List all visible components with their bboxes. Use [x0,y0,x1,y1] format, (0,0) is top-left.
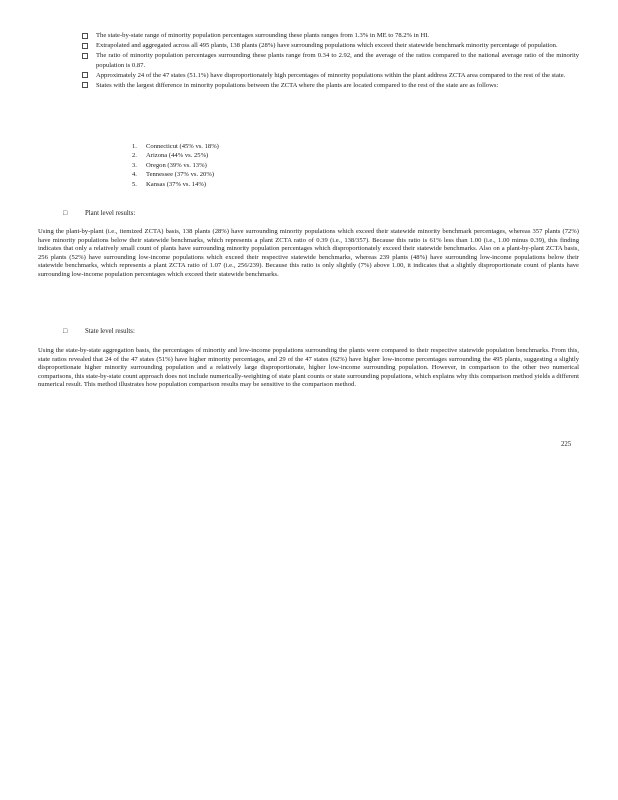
states-numbered-list [132,142,219,189]
bullet-text: Extrapolated and aggregated across all 495 plants, 138 plants (28%) have surrounding populations which exceed their statewide benchmark minority percentage of population. [96,42,558,49]
list-item [132,170,219,179]
list-item [132,180,219,189]
bullet-text: The state-by-state range of minority population percentages surrounding these plants ranges from 1.3% in ME to 78.2% in HI. [96,32,430,39]
list-item [132,161,219,170]
plant-level-paragraph: Using the plant-by-plant (i.e., itemized ZCTA) basis, 138 plants (28%) have surrounding minority populations which exceed their statewide minority benchmark percentages, whereas 357 plants (72%) have minority populations below their statewide benchmarks, which represents a plant ZCTA ratio of 0.39 (i.e., 138/357). Because this ratio is 61% less than 1.00 (i.e., 1.00 minus 0.39), this finding indicates that only a relatively small count of plants have surrounding minority population percentages which disproportionately exceed their statewide benchmarks. Also on a plant-by-plant ZCTA basis, 256 plants (52%) have surrounding low-income populations which exceed their respective statewide benchmarks, whereas 239 plants (48%) have surrounding low-income populations below their statewide benchmarks, which represents a plant ZCTA ratio of 1.07 (i.e., 256/239). Because this ratio is only slightly (7%) above 1.00, it indicates that a slightly disproportionate count of plants have surrounding low-income population percentages which exceed their statewide benchmarks. [38,228,579,278]
list-number: 2. [132,152,137,160]
bullet-text: Approximately 24 of the 47 states (51.1%) have disproportionately high percentages of minority populations within the plant address ZCTA area compared to the rest of the state. [96,71,566,79]
list-item-text: Tennessee (37% vs. 20%) [146,171,215,179]
section-heading-text: Plant level results: [85,210,136,217]
list-number: 1. [132,143,137,150]
bullet-item [82,31,579,41]
list-item-text: Connecticut (45% vs. 18%) [146,143,219,150]
bullet-text: States with the largest difference in minority populations between the ZCTA where the plants are located compared to the rest of the state are as follows: [96,81,499,89]
bullet-text: The ratio of minority population percentages surrounding these plants range from 0.34 to 2.92, and the average of the ratios compared to the national average ratio of the minority population is 0.87. [96,52,579,69]
checkbox-bullet-icon [82,82,88,88]
bullet-item [82,51,579,70]
checkbox-bullet-icon [82,72,88,78]
list-number: 3. [132,161,137,169]
list-item [132,142,219,151]
list-item [132,151,219,160]
bullet-item [82,81,579,91]
checkbox-bullet-icon [82,53,88,59]
bullet-item [82,41,579,51]
list-item-text: Oregon (39% vs. 13%) [146,161,207,169]
state-level-heading [63,327,135,336]
list-item-text: Kansas (37% vs. 14%) [146,180,207,188]
checkbox-bullet-icon [82,33,88,39]
summary-bullet-list [82,31,579,91]
list-item-text: Arizona (44% vs. 25%) [146,152,209,160]
section-bullet-icon: □ [63,327,68,335]
list-number: 4. [132,171,137,179]
list-number: 5. [132,180,137,188]
bullet-item [82,71,579,81]
section-heading-text: State level results: [85,328,135,335]
checkbox-bullet-icon [82,43,88,49]
plant-level-heading [63,209,135,218]
section-bullet-icon: □ [63,209,68,217]
state-level-paragraph: Using the state-by-state aggregation basis, the percentages of minority and low-income populations surrounding the plants were compared to their respective statewide population benchmarks. From this, state ratios revealed that 24 of the 47 states (51%) have higher minority percentages, and 29 of the 47 states (62%) have higher low-income percentages surrounding the 495 plants, suggesting a slightly disproportionate higher minority surrounding population and a relatively large disproportionate, higher low-income surrounding population. However, in comparison to the other two numerical comparisons, this state-by-state count approach does not include numerically-weighting of state plant counts or state surrounding populations, which explains why this comparison method yields a different numerical result. This method illustrates how population comparison results may be sensitive to the comparison method. [38,347,579,389]
page-number: 225 [561,441,572,448]
